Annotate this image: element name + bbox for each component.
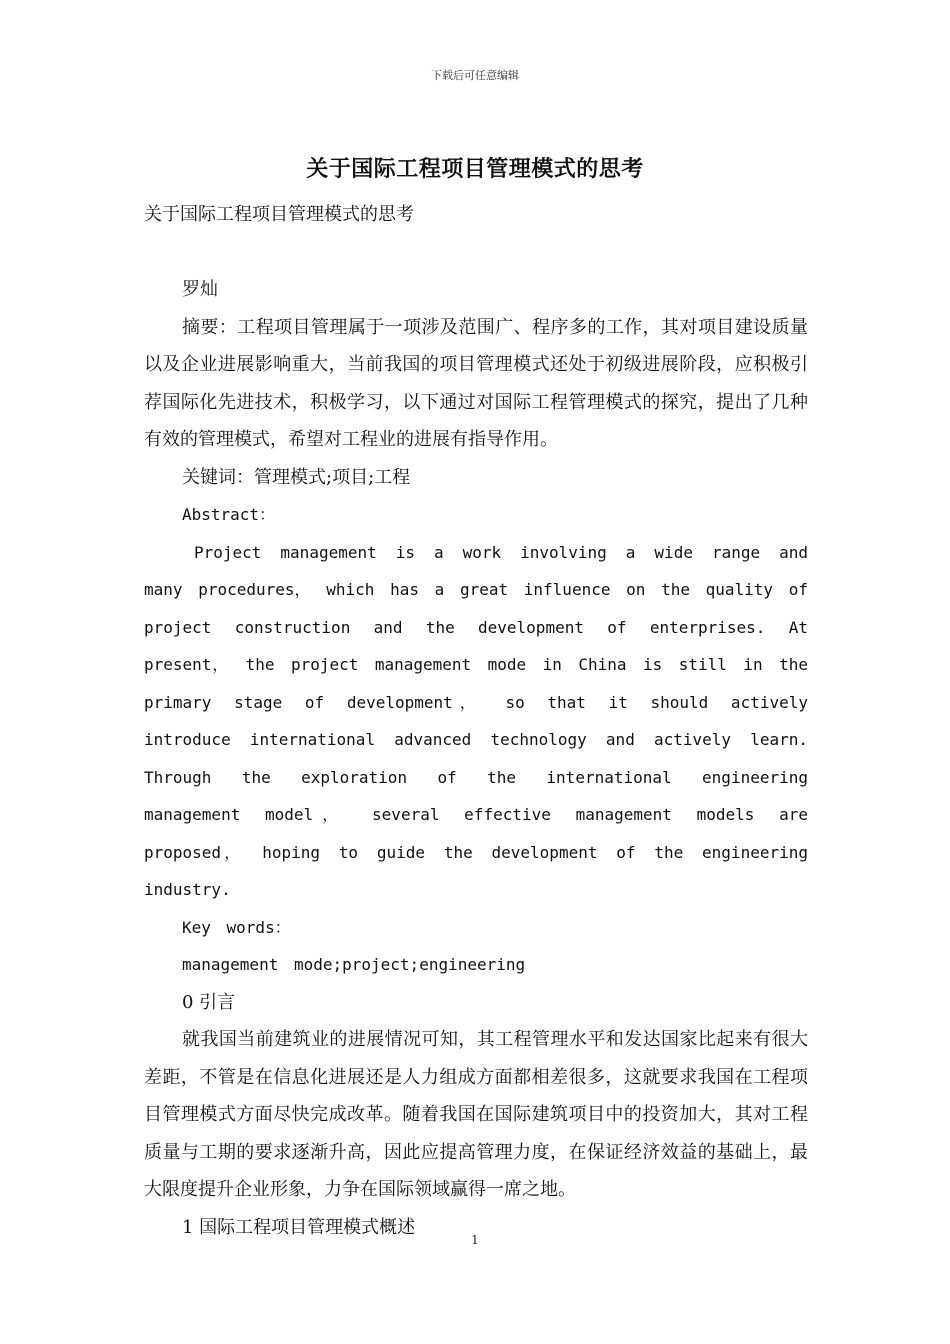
keywords-english: management mode;project;engineering xyxy=(182,955,526,974)
section-0-text: 就我国当前建筑业的进展情况可知，其工程管理水平和发达国家比起来有很大差距，不管是在信息化进展还是人力组成方面都相差很多，这就要求我国在工程项目管理模式方面尽快完成改革。随着我国在国际建筑项目中的投资加大，其对工程质量与工期的要求逐渐升高，因此应提高管理力度，在保证经济效益的基础上，最大限度提升企业形象，力争在国际领域赢得一席之地。 xyxy=(144,1029,808,1200)
blank-line xyxy=(144,234,808,272)
subtitle: 关于国际工程项目管理模式的思考 xyxy=(144,204,414,225)
author: 罗灿 xyxy=(182,279,218,300)
abstract-english: Project management is a work involving a wide range and many procedures， which has a great influence on the quality of project construction and the development of enterprises. At present， the project management mode in China is still in the primary stage of development， so that it should actively introduce international advanced technology and actively learn. Through the exploration of the international engineering management model， several effective management models are proposed， hoping to guide the development of the engineering industry. xyxy=(144,542,808,899)
document-body xyxy=(144,196,808,1246)
header-note: 下载后可任意编辑 xyxy=(431,69,519,82)
keywords-chinese: 关键词：管理模式;项目;工程 xyxy=(182,466,411,488)
keywords-english-label: Key words： xyxy=(182,917,291,937)
abstract-chinese: 摘要：工程项目管理属于一项涉及范围广、程序多的工作，其对项目建设质量以及企业进展影响重大，当前我国的项目管理模式还处于初级进展阶段，应积极引荐国际化先进技术，积极学习，以下通过对国际工程管理模式的探究，提出了几种有效的管理模式，希望对工程业的进展有指导作用。 xyxy=(144,316,808,450)
document-title: 关于国际工程项目管理模式的思考 xyxy=(306,157,644,182)
section-0-heading: 0 引言 xyxy=(182,991,236,1013)
section-1-heading: 1 国际工程项目管理模式概述 xyxy=(182,1216,416,1238)
page-number: 1 xyxy=(471,1233,479,1247)
abstract-english-label: Abstract： xyxy=(182,505,276,524)
